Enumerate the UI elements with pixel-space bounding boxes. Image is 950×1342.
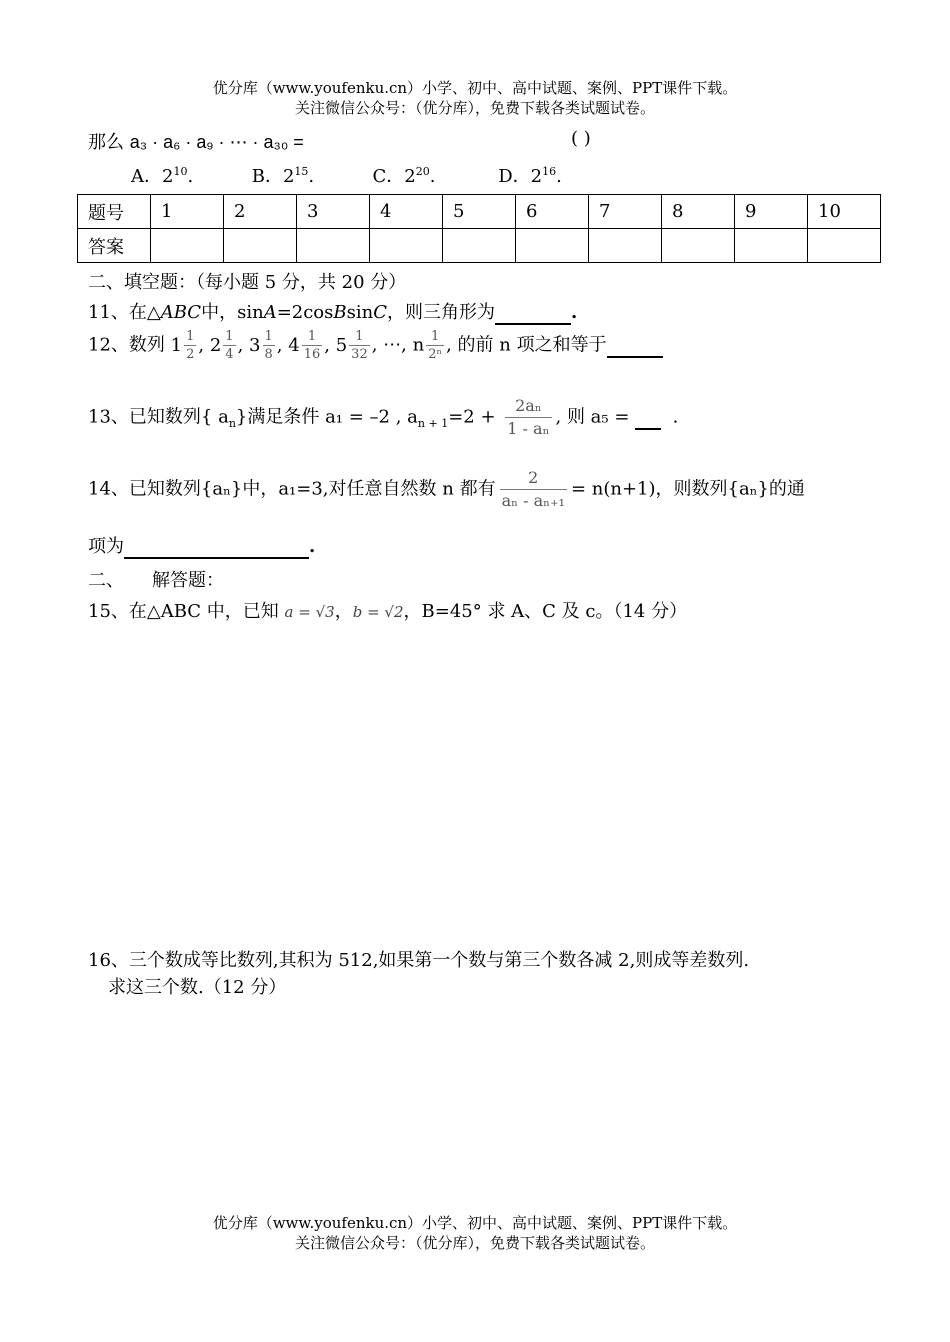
answer-table-number: 10 — [808, 195, 881, 229]
q12-term: 3 $\frac{1}{8}$ , — [249, 329, 283, 362]
q12-term: 5 $\frac{1}{32}$ — [335, 329, 368, 362]
q12-answer-blank[interactable] — [607, 335, 663, 358]
q10-option-c: C．$2^{20}$. — [372, 165, 436, 187]
answer-cell[interactable] — [516, 229, 589, 263]
answer-table-number: 6 — [516, 195, 589, 229]
q12-term: 1 $\frac{1}{2}$ , — [170, 329, 205, 362]
answer-table-number: 1 — [151, 195, 224, 229]
answer-table-header-answer: 答案 — [78, 229, 151, 263]
answer-cell[interactable] — [589, 229, 662, 263]
question-12: 12、数列 1 $\frac{1}{2}$ , 2 $\frac{1}{4}$ , 3 $\frac{1}{8}$ , 4 $\frac{1}{16}$ , 5 $\frac{1}{32}$ , ⋯, n $\frac{1}{\text{2ⁿ}}$ , 的前 n 项之和等于 — [88, 328, 663, 363]
q13-answer-blank[interactable] — [635, 407, 661, 430]
page-footer-line2: 关注微信公众号：（优分库），免费下载各类试题试卷。 — [294, 1234, 655, 1252]
answer-table-number: 7 — [589, 195, 662, 229]
q12-term: 4 $\frac{1}{16}$ , — [288, 329, 330, 362]
answer-table-answer-row — [78, 229, 881, 263]
answer-cell[interactable] — [224, 229, 297, 263]
q10-expression: a₃ · a₆ · a₉ · ⋯ · a₃₀ = — [129, 132, 304, 152]
page-header-line1: 优分库（www.youfenku.cn）小学、初中、高中试题、案例、PPT课件下载。 — [212, 79, 738, 97]
q10-option-d: D．$2^{16}$. — [498, 165, 562, 187]
q12-term: 2 $\frac{1}{4}$ , — [209, 329, 244, 362]
question-16-line1: 16、三个数成等比数列,其积为 512,如果第一个数与第三个数各减 2,则成等差数列. — [88, 950, 750, 971]
q10-answer-paren: ( ) — [571, 128, 591, 149]
question-16-line2: 求这三个数.（12 分） — [108, 977, 287, 998]
answer-cell[interactable] — [151, 229, 224, 263]
question-13: 13、已知数列{ $a_n$}满足条件 a₁ = –2 , $a_{n + 1}=2$ + $\frac{\text{2aₙ}}{\text{1 - aₙ}}$ , 则 a₅ = . — [88, 396, 679, 438]
question-11: 11、在△ABC中，sinA=2cosBsinC，则三角形为 . — [88, 302, 578, 323]
page-footer-line1: 优分库（www.youfenku.cn）小学、初中、高中试题、案例、PPT课件下载。 — [212, 1214, 738, 1232]
answer-table-number-row — [78, 195, 881, 229]
q10-stem: 那么 a₃ · a₆ · a₉ · ⋯ · a₃₀ = — [88, 132, 304, 153]
answer-table-header-number: 题号 — [78, 195, 151, 229]
q15-b-value: b = √2 — [352, 603, 404, 621]
q11-answer-blank[interactable] — [495, 302, 571, 325]
question-14-line2: 项为 . — [88, 536, 316, 557]
answer-cell[interactable] — [735, 229, 808, 263]
q10-options — [131, 162, 562, 188]
answer-table-number: 2 — [224, 195, 297, 229]
answer-cell[interactable] — [808, 229, 881, 263]
q14-answer-blank[interactable] — [124, 536, 309, 559]
answer-table-number: 3 — [297, 195, 370, 229]
answer-cell[interactable] — [370, 229, 443, 263]
question-15: 15、在△ABC 中，已知 a = √3，b = √2，B=45° 求 A、C 及 c。（14 分） — [88, 601, 688, 622]
page-header-line2: 关注微信公众号：（优分库），免费下载各类试题试卷。 — [294, 99, 655, 117]
question-14: 14、已知数列{aₙ}中，a₁=3,对任意自然数 n 都有 $\frac{2}{\text{aₙ - aₙ₊₁}}$ = n(n+1)，则数列{aₙ}的通 — [88, 468, 805, 510]
answer-table-number: 5 — [443, 195, 516, 229]
q15-a-value: a = √3 — [284, 603, 335, 621]
answer-table-number: 8 — [662, 195, 735, 229]
answer-cell[interactable] — [443, 229, 516, 263]
answer-table — [77, 194, 881, 263]
answer-table-number: 9 — [735, 195, 808, 229]
section-fill-in-title: 二、填空题：（每小题 5 分，共 20 分） — [88, 272, 407, 293]
answer-table-number: 4 — [370, 195, 443, 229]
answer-cell[interactable] — [662, 229, 735, 263]
section-solution-title: 二、 解答题： — [88, 570, 224, 591]
q10-option-b: B．$2^{15}$. — [251, 165, 315, 187]
answer-cell[interactable] — [297, 229, 370, 263]
q10-option-a: A．$2^{10}$. — [131, 165, 194, 187]
